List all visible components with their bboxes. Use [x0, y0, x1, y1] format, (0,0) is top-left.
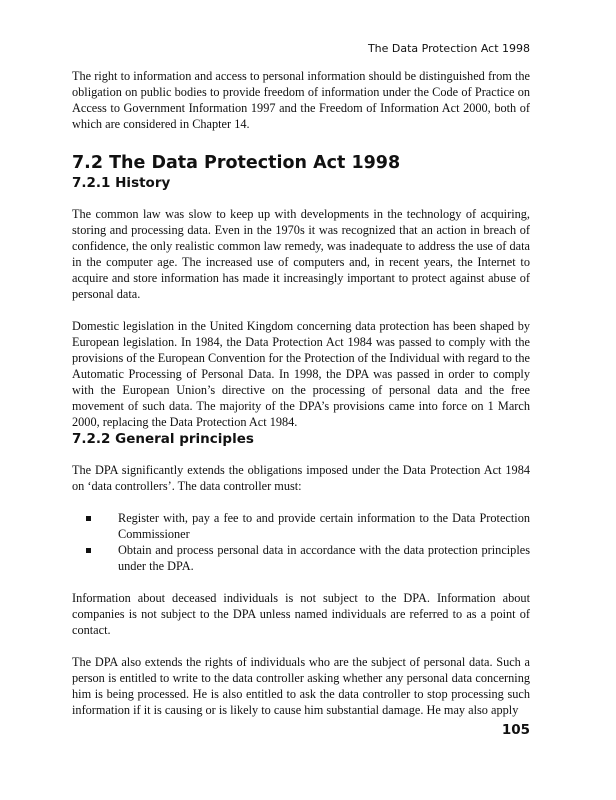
book-page	[72, 0, 530, 800]
rights-paragraph: The DPA also extends the rights of individuals who are the subject of personal data. Such a person is entitled to write to the data controller asking whether any personal data concerning him is being processed. He is also entitled to ask the data controller to stop processing such information if it is causing or is likely to cause him substantial damage. He may also apply	[72, 655, 530, 717]
square-bullet-icon	[86, 516, 91, 521]
general-principles-heading: 7.2.2 General principles	[72, 431, 254, 447]
list-item-text: Register with, pay a fee to and provide certain information to the Data Protection Commissioner	[118, 511, 530, 541]
list-item	[72, 542, 530, 574]
history-paragraph: Domestic legislation in the United Kingdom concerning data protection has been shaped by European legislation. In 1984, the Data Protection Act 1984 was passed to comply with the provisions of the European Convention for the Protection of the Individual with regard to the Automatic Processing of Personal Data. In 1998, the DPA was passed in order to comply with the European Union’s directive on the processing of personal data and the free movement of such data. The majority of the DPA’s provisions came into force on 1 March 2000, replacing the Data Protection Act 1984.	[72, 319, 530, 429]
obligations-list	[72, 510, 530, 574]
section-heading: 7.2 The Data Protection Act 1998	[72, 153, 401, 173]
history-heading: 7.2.1 History	[72, 175, 171, 191]
list-item-text: Obtain and process personal data in accordance with the data protection principles under the DPA.	[118, 543, 530, 573]
list-item	[72, 510, 530, 542]
running-head: The Data Protection Act 1998	[367, 42, 530, 55]
intro-paragraph: The right to information and access to personal information should be distinguished from the obligation on public bodies to provide freedom of information under the Code of Practice on Access to Government Information 1997 and the Freedom of Information Act 2000, both of which are considered in Chapter 14.	[72, 69, 530, 131]
history-paragraph: The common law was slow to keep up with developments in the technology of acquiring, storing and processing data. Even in the 1970s it was recognized that an action in breach of confidence, the only realistic common law remedy, was inadequate to address the use of data in the computer age. The increased use of computers and, in recent years, the Internet to acquire and store information has made it increasingly important to protect against abuse of personal data.	[72, 207, 530, 301]
deceased-paragraph: Information about deceased individuals is not subject to the DPA. Information about companies is not subject to the DPA unless named individuals are referred to as a point of contact.	[72, 591, 530, 637]
general-principles-intro: The DPA significantly extends the obligations imposed under the Data Protection Act 1984 on ‘data controllers’. The data controller must:	[72, 463, 530, 493]
page-number: 105	[501, 722, 530, 738]
page-content	[72, 68, 530, 718]
square-bullet-icon	[86, 548, 91, 553]
